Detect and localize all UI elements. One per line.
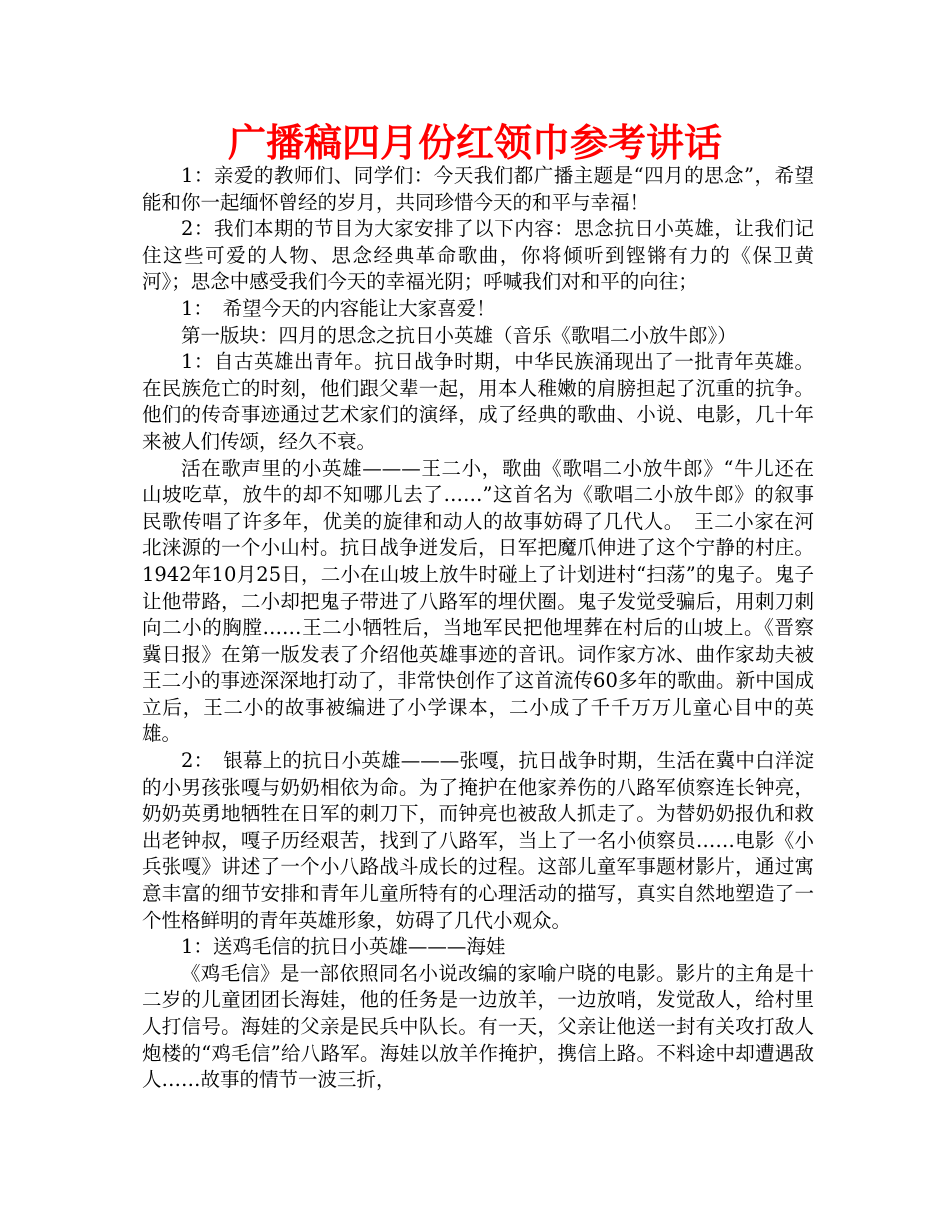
paragraph: 《鸡毛信》是一部依照同名小说改编的家喻户晓的电影。影片的主角是十二岁的儿童团团长海娃，他的任务是一边放羊，一边放哨，发觉敌人，给村里人打信号。海娃的父亲是民兵中队长。有一天，父亲让他送一封有关攻打敌人炮楼的“鸡毛信”给八路军。海娃以放羊作掩护，携信上路。不料途中却遭遇敌人……故事的情节一波三折， [142, 961, 814, 1092]
document-body [142, 163, 814, 1094]
paragraph: 1：亲爱的教师们、同学们：今天我们都广播主题是“四月的思念”，希望能和你一起缅怀曾经的岁月，共同珍惜今天的和平与幸福！ [142, 164, 814, 214]
paragraph: 1：自古英雄出青年。抗日战争时期，中华民族涌现出了一批青年英雄。在民族危亡的时刻，他们跟父辈一起，用本人稚嫩的肩膀担起了沉重的抗争。他们的传奇事迹通过艺术家们的演绎，成了经典的歌曲、小说、电影，几十年来被人们传颂，经久不衰。 [142, 350, 814, 453]
paragraph: 2： 银幕上的抗日小英雄———张嘎，抗日战争时期，生活在冀中白洋淀的小男孩张嘎与奶奶相依为命。为了掩护在他家养伤的八路军侦察连长钟亮，奶奶英勇地牺牲在日军的刺刀下，而钟亮也被敌人抓走了。为替奶奶报仇和救出老钟叔，嘎子历经艰苦，找到了八路军，当上了一名小侦察员……电影《小兵张嘎》讲述了一个小八路战斗成长的过程。这部儿童军事题材影片，通过寓意丰富的细节安排和青年儿童所特有的心理活动的描写，真实自然地塑造了一个性格鲜明的青年英雄形象，妨碍了几代小观众。 [142, 749, 814, 932]
document-title: 广播稿四月份红领巾参考讲话 [227, 121, 722, 165]
paragraph: 2：我们本期的节目为大家安排了以下内容：思念抗日小英雄，让我们记住这些可爱的人物、思念经典革命歌曲，你将倾听到铿锵有力的《保卫黄河》；思念中感受我们今天的幸福光阴；呼喊我们对和平的向往； [142, 217, 814, 294]
paragraph: 1：送鸡毛信的抗日小英雄———海娃 [181, 935, 506, 959]
paragraph: 活在歌声里的小英雄———王二小，歌曲《歌唱二小放牛郎》“牛儿还在山坡吃草，放牛的却不知哪儿去了……”这首名为《歌唱二小放牛郎》的叙事民歌传唱了许多年，优美的旋律和动人的故事妨碍了几代人。 王二小家在河北涞源的一个小山村。抗日战争迸发后，日军把魔爪伸进了这个宁静的村庄。1942年10月25日，二小在山坡上放牛时碰上了计划进村“扫荡”的鬼子。鬼子让他带路，二小却把鬼子带进了八路军的埋伏圈。鬼子发觉受骗后，用刺刀刺向二小的胸膛……王二小牺牲后，当地军民把他埋葬在村后的山坡上。《晋察冀日报》在第一版发表了介绍他英雄事迹的音讯。词作家方冰、曲作家劫夫被王二小的事迹深深地打动了，非常快创作了这首流传60多年的歌曲。新中国成立后，王二小的故事被编进了小学课本，二小成了千千万万儿童心目中的英雄。 [142, 456, 814, 746]
paragraph: 1： 希望今天的内容能让大家喜爱！ [181, 296, 496, 320]
section-heading: 第一版块：四月的思念之抗日小英雄（音乐《歌唱二小放牛郎》） [181, 323, 737, 347]
